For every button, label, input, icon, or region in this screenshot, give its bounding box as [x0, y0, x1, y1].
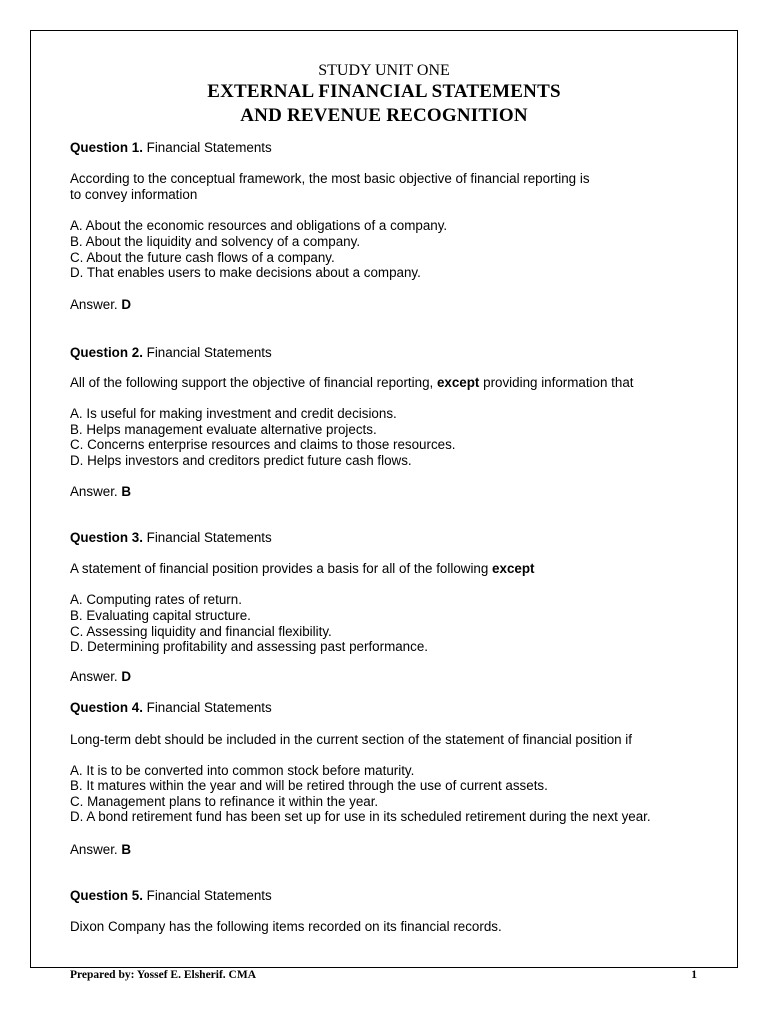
question-1-heading — [70, 140, 272, 156]
stem-emphasis: except — [436, 375, 480, 390]
question-4-label: Question 4. — [70, 700, 143, 715]
page-number: 1 — [691, 969, 697, 981]
question-2-topic: Financial Statements — [146, 345, 272, 360]
question-4-option-a: A. It is to be converted into common stock before maturity. — [70, 763, 415, 778]
question-2-heading — [70, 345, 272, 361]
question-4-option-d: D. A bond retirement fund has been set up for use in its scheduled retirement during the next year. — [70, 809, 651, 824]
question-2-label: Question 2. — [70, 345, 143, 360]
answer-value: D — [121, 297, 132, 312]
question-5-stem: Dixon Company has the following items recorded on its financial records. — [70, 919, 502, 934]
answer-value: B — [121, 842, 132, 857]
question-5-heading — [70, 888, 272, 904]
question-2-option-a: A. Is useful for making investment and credit decisions. — [70, 406, 397, 421]
question-3-heading — [70, 530, 272, 546]
question-1-option-b: B. About the liquidity and solvency of a company. — [70, 234, 361, 249]
question-1-option-a: A. About the economic resources and obligations of a company. — [70, 218, 448, 233]
document-title-line-1: EXTERNAL FINANCIAL STATEMENTS — [207, 81, 561, 102]
question-5-label: Question 5. — [70, 888, 143, 903]
study-unit-label: STUDY UNIT ONE — [318, 62, 450, 79]
answer-value: B — [121, 484, 132, 499]
stem-text-end: providing information that — [479, 375, 634, 390]
question-4-topic: Financial Statements — [146, 700, 272, 715]
question-3-answer — [70, 669, 131, 685]
question-2-option-c: C. Concerns enterprise resources and claims to those resources. — [70, 437, 456, 452]
question-2-option-b: B. Helps management evaluate alternative projects. — [70, 422, 377, 437]
question-1-topic: Financial Statements — [146, 140, 272, 155]
question-2-stem — [70, 375, 633, 391]
question-3-option-b: B. Evaluating capital structure. — [70, 608, 251, 623]
question-4-stem: Long-term debt should be included in the current section of the statement of financial position if — [70, 732, 633, 747]
prepared-by-footer: Prepared by: Yossef E. Elsherif. CMA — [70, 969, 257, 981]
question-2-answer — [70, 484, 131, 500]
question-3-label: Question 3. — [70, 530, 143, 545]
answer-label: Answer. — [70, 484, 118, 499]
question-1-option-d: D. That enables users to make decisions about a company. — [70, 265, 421, 280]
question-4-option-c: C. Management plans to refinance it within the year. — [70, 794, 379, 809]
document-title-line-2: AND REVENUE RECOGNITION — [240, 105, 528, 126]
question-3-option-d: D. Determining profitability and assessing past performance. — [70, 639, 428, 654]
question-2-option-d: D. Helps investors and creditors predict future cash flows. — [70, 453, 412, 468]
stem-text: All of the following support the objective of financial reporting, — [70, 375, 437, 390]
stem-text: A statement of financial position provides a basis for all of the following — [70, 561, 493, 576]
question-1-stem-line-2: to convey information — [70, 187, 198, 202]
answer-label: Answer. — [70, 297, 118, 312]
question-1-stem-line-1: According to the conceptual framework, the most basic objective of financial reporting is — [70, 171, 590, 186]
question-4-answer — [70, 842, 131, 858]
answer-label: Answer. — [70, 669, 118, 684]
answer-label: Answer. — [70, 842, 118, 857]
stem-emphasis: except — [492, 561, 535, 576]
question-3-topic: Financial Statements — [146, 530, 272, 545]
question-1-label: Question 1. — [70, 140, 143, 155]
question-3-option-c: C. Assessing liquidity and financial flexibility. — [70, 624, 332, 639]
question-5-topic: Financial Statements — [146, 888, 272, 903]
question-4-heading — [70, 700, 272, 716]
question-3-stem — [70, 561, 534, 577]
question-1-option-c: C. About the future cash flows of a company. — [70, 250, 335, 265]
answer-value: D — [121, 669, 132, 684]
question-4-option-b: B. It matures within the year and will be retired through the use of current assets. — [70, 778, 548, 793]
question-3-option-a: A. Computing rates of return. — [70, 592, 242, 607]
question-1-answer — [70, 297, 131, 313]
